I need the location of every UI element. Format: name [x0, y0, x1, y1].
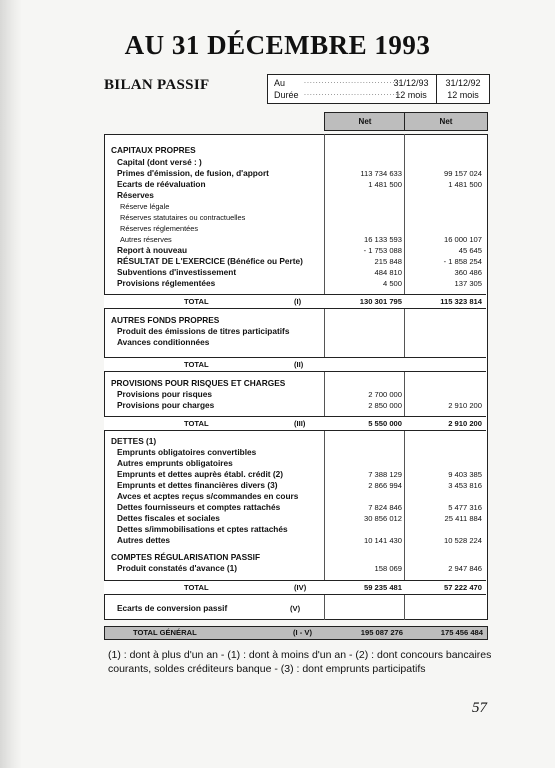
- previous-duration: 12 mois: [447, 90, 479, 100]
- row-label: DETTES (1): [111, 436, 157, 446]
- value-previous: 2 910 200: [448, 401, 482, 410]
- value-previous: 1 481 500: [448, 180, 482, 189]
- table-row: [104, 267, 486, 278]
- value-current: 7 388 129: [368, 470, 402, 479]
- row-label: CAPITAUX PROPRES: [111, 145, 196, 155]
- row-label: Ecarts de réévaluation: [117, 179, 206, 189]
- row-label: Ecarts de conversion passif: [117, 603, 228, 613]
- row-label: AUTRES FONDS PROPRES: [111, 315, 220, 325]
- column-header-previous: Net: [404, 112, 488, 131]
- value-current: 16 133 593: [363, 235, 402, 244]
- row-label: Subventions d'investissement: [117, 267, 237, 277]
- row-label: Emprunts obligatoires convertibles: [117, 447, 257, 457]
- value-current: 158 069: [374, 564, 402, 573]
- current-date: 31/12/93: [393, 78, 429, 88]
- table-row: [104, 179, 486, 190]
- table-row: [104, 469, 486, 480]
- total-row: [104, 580, 486, 595]
- grand-total-row: [104, 626, 488, 640]
- row-label: Primes d'émission, de fusion, d'apport: [117, 168, 269, 178]
- total-label: TOTAL: [184, 360, 209, 369]
- total-current: 5 550 000: [368, 419, 402, 428]
- current-duration: 12 mois: [395, 90, 427, 100]
- value-previous: 360 486: [454, 268, 482, 277]
- value-current: 10 141 430: [363, 536, 402, 545]
- page-binding-shadow: [0, 0, 22, 768]
- value-previous: 99 157 024: [443, 169, 482, 178]
- table-row: [104, 389, 486, 400]
- value-current: 1 481 500: [368, 180, 402, 189]
- value-previous: - 1 858 254: [443, 257, 482, 266]
- value-current: - 1 753 088: [363, 246, 402, 255]
- row-label: PROVISIONS POUR RISQUES ET CHARGES: [111, 378, 286, 388]
- total-label: TOTAL: [184, 583, 209, 592]
- value-current: 215 848: [374, 257, 402, 266]
- table-row: [104, 502, 486, 513]
- table-row: [104, 234, 486, 245]
- grand-total-label: TOTAL GÉNÉRAL: [133, 628, 197, 637]
- row-label: Emprunts et dettes financières divers (3): [117, 480, 278, 490]
- grand-total-current: 195 087 276: [360, 628, 403, 637]
- table-row: [104, 563, 486, 574]
- grand-total-note: (I - V): [293, 628, 312, 637]
- total-current: 130 301 795: [359, 297, 402, 306]
- table-row: [104, 524, 486, 535]
- value-previous: 3 453 816: [448, 481, 482, 490]
- previous-date: 31/12/92: [445, 78, 481, 88]
- value-previous: 2 947 846: [448, 564, 482, 573]
- table-row: [104, 480, 486, 491]
- table-row: [104, 458, 486, 469]
- value-previous: 25 411 884: [444, 514, 482, 523]
- row-label: Autres dettes: [117, 535, 171, 545]
- period-box: [267, 74, 490, 104]
- row-label: Report à nouveau: [117, 245, 188, 255]
- value-current: 2 866 994: [368, 481, 402, 490]
- table-row: [104, 278, 486, 289]
- row-label: Dettes fiscales et sociales: [117, 513, 220, 523]
- value-current: 484 810: [374, 268, 402, 277]
- row-label: Réserves: [117, 190, 154, 200]
- table-row: [104, 436, 486, 447]
- row-label: Produit des émissions de titres participatifs: [117, 326, 290, 336]
- total-note: (II): [294, 360, 304, 369]
- total-previous: 115 323 814: [440, 297, 482, 306]
- table-row: [104, 157, 486, 168]
- duree-dots: .................................: [304, 90, 402, 97]
- section-title: BILAN PASSIF: [104, 77, 210, 93]
- table-row: [104, 145, 486, 156]
- row-label: RÉSULTAT DE L'EXERCICE (Bénéfice ou Perte): [117, 256, 303, 266]
- au-label: Au: [274, 78, 286, 88]
- value-previous: 45 645: [458, 246, 482, 255]
- row-label: Dettes s/immobilisations et cptes rattachés: [117, 524, 288, 534]
- table-row: [104, 168, 486, 179]
- value-current: 2 700 000: [368, 390, 402, 399]
- table-row: [104, 447, 486, 458]
- value-previous: 16 000 107: [443, 235, 482, 244]
- page-title: AU 31 DÉCEMBRE 1993: [124, 30, 431, 60]
- table-row: [104, 400, 486, 411]
- table-row: [104, 212, 486, 223]
- total-previous: 2 910 200: [448, 419, 482, 428]
- total-previous: 57 222 470: [443, 583, 482, 592]
- footnote: (1) : dont à plus d'un an - (1) : dont à moins d'un an - (2) : dont concours bancaires courants, soldes créditeurs banque - (3) : dont emprunts participatifs: [108, 649, 492, 675]
- row-label: Dettes fournisseurs et comptes rattachés: [117, 502, 281, 512]
- value-previous: 137 305: [454, 279, 482, 288]
- period-divider: [436, 75, 437, 103]
- row-label: Réserves statutaires ou contractuelles: [120, 213, 246, 222]
- row-note: (V): [290, 604, 301, 613]
- table-row: [104, 378, 486, 389]
- table-row: [104, 513, 486, 524]
- table-row: [104, 337, 486, 348]
- table-row: [104, 201, 486, 212]
- row-label: Autres réserves: [120, 235, 172, 244]
- table-row: [104, 491, 486, 502]
- table-row: [104, 245, 486, 256]
- row-label: Provisions pour charges: [117, 400, 215, 410]
- value-previous: 9 403 385: [448, 470, 482, 479]
- table-row: [104, 256, 486, 267]
- table-row: [104, 326, 486, 337]
- total-row: [104, 357, 486, 372]
- value-current: 113 734 633: [360, 169, 402, 178]
- au-dots: .................................: [304, 78, 402, 85]
- grand-total-previous: 175 456 484: [440, 628, 483, 637]
- row-label: Capital (dont versé : ): [117, 157, 202, 167]
- row-label: Avances conditionnées: [117, 337, 210, 347]
- row-label: Provisions pour risques: [117, 389, 212, 399]
- value-current: 2 850 000: [368, 401, 402, 410]
- value-previous: 5 477 316: [448, 503, 482, 512]
- table-row: [104, 603, 486, 614]
- value-current: 4 500: [382, 279, 402, 288]
- total-note: (I): [294, 297, 302, 306]
- page-number: 57: [472, 700, 487, 716]
- value-previous: 10 528 224: [443, 536, 482, 545]
- total-row: [104, 294, 486, 309]
- table-row: [104, 535, 486, 546]
- row-label: Emprunts et dettes auprès établ. crédit (2): [117, 469, 283, 479]
- row-label: Réserves réglementées: [120, 224, 199, 233]
- table-row: [104, 223, 486, 234]
- total-label: TOTAL: [184, 297, 209, 306]
- table-row: [104, 190, 486, 201]
- value-current: 30 856 012: [363, 514, 402, 523]
- column-header-current: Net: [324, 112, 406, 131]
- table-row: [104, 315, 486, 326]
- total-note: (IV): [294, 583, 307, 592]
- total-current: 59 235 481: [363, 583, 402, 592]
- total-label: TOTAL: [184, 419, 209, 428]
- row-label: Avces et acptes reçus s/commandes en cours: [117, 491, 299, 501]
- total-note: (III): [294, 419, 306, 428]
- value-current: 7 824 846: [368, 503, 402, 512]
- table-row: [104, 552, 486, 563]
- duree-label: Durée: [274, 90, 299, 100]
- row-label: Provisions réglementées: [117, 278, 216, 288]
- row-label: COMPTES RÉGULARISATION PASSIF: [111, 552, 261, 562]
- total-row: [104, 416, 486, 431]
- row-label: Produit constatés d'avance (1): [117, 563, 238, 573]
- row-label: Réserve légale: [120, 202, 170, 211]
- row-label: Autres emprunts obligatoires: [117, 458, 233, 468]
